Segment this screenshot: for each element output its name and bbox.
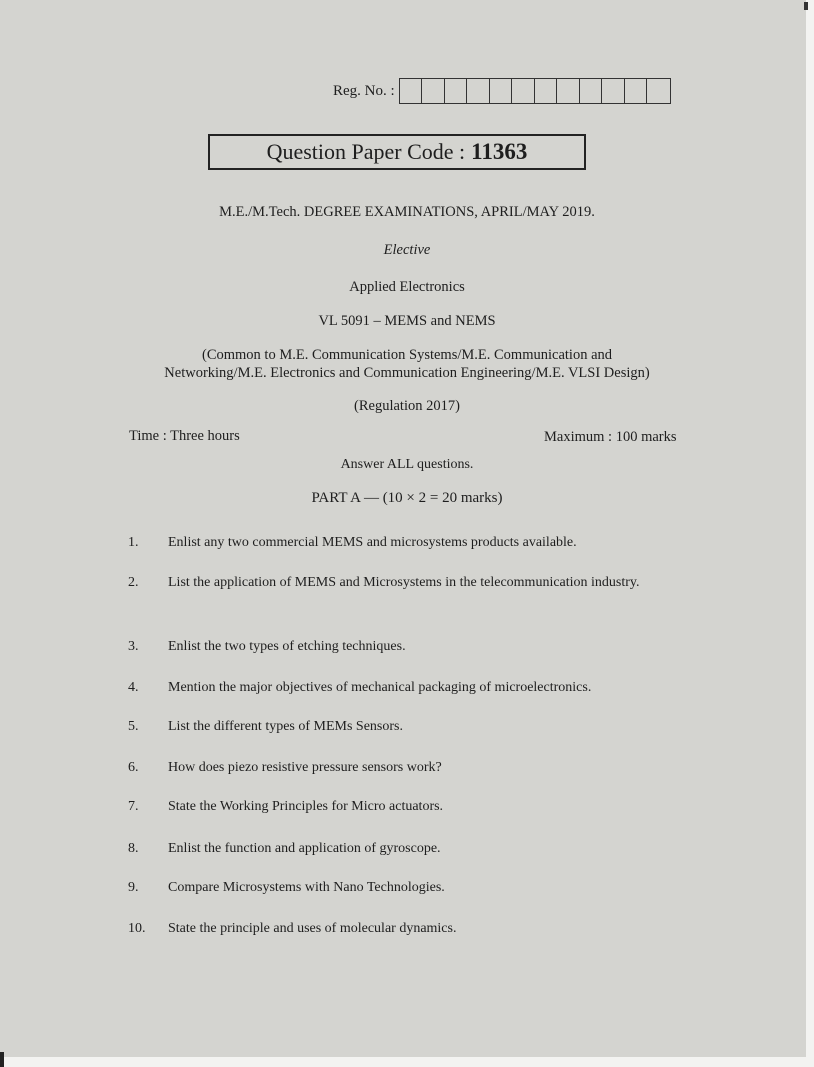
question-text: Enlist the function and application of gyroscope. [168, 841, 441, 856]
question-text: Mention the major objectives of mechanical packaging of microelectronics. [168, 680, 592, 695]
department: Applied Electronics [349, 279, 465, 295]
question-text: State the principle and uses of molecular dynamics. [168, 921, 457, 936]
question-paper-code-box [208, 134, 586, 170]
question-text: Enlist any two commercial MEMS and microsystems products available. [168, 535, 577, 550]
question-number: 5. [128, 719, 139, 734]
common-to-line-1: (Common to M.E. Communication Systems/M.E. Communication and [201, 347, 612, 363]
question-item [128, 837, 700, 861]
question-text: Compare Microsystems with Nano Technologies. [168, 880, 445, 895]
common-to-line-2: Networking/M.E. Electronics and Communication Engineering/M.E. VLSI Design) [164, 365, 650, 381]
question-text: List the application of MEMS and Microsystems in the telecommunication industry. [168, 575, 640, 590]
question-item [128, 531, 700, 555]
reg-no-box [512, 79, 535, 103]
question-number: 6. [128, 760, 139, 775]
reg-no-box [602, 79, 625, 103]
reg-no-field [333, 78, 671, 104]
question-paper-code-label: Question Paper Code : [266, 139, 466, 164]
question-number: 1. [128, 535, 139, 550]
scan-corner-mark [804, 2, 808, 10]
exam-title: M.E./M.Tech. DEGREE EXAMINATIONS, APRIL/MAY 2019. [219, 204, 595, 220]
reg-no-box [535, 79, 558, 103]
question-paper-code: 11363 [471, 139, 528, 164]
reg-no-box [557, 79, 580, 103]
reg-no-box [467, 79, 490, 103]
question-text: How does piezo resistive pressure sensors work? [168, 760, 442, 775]
scan-edge-mark [0, 1052, 4, 1067]
time-allowed: Time : Three hours [129, 428, 240, 444]
course-title: VL 5091 – MEMS and NEMS [318, 313, 496, 329]
question-item [128, 876, 700, 900]
reg-no-box [400, 79, 423, 103]
question-text: Enlist the two types of etching techniques. [168, 639, 406, 654]
question-item [128, 756, 700, 780]
instruction: Answer ALL questions. [340, 457, 474, 472]
maximum-marks: Maximum : 100 marks [544, 429, 677, 445]
reg-no-box [580, 79, 603, 103]
reg-no-box [647, 79, 670, 103]
question-item [128, 917, 700, 941]
question-item [128, 715, 700, 739]
question-number: 3. [128, 639, 139, 654]
elective-label: Elective [383, 242, 431, 258]
question-number: 8. [128, 841, 139, 856]
reg-no-box [445, 79, 468, 103]
scan-edge-right [806, 0, 814, 1067]
question-text: State the Working Principles for Micro actuators. [168, 799, 444, 814]
reg-no-box [625, 79, 648, 103]
question-number: 10. [128, 921, 146, 936]
question-text: List the different types of MEMs Sensors. [168, 719, 403, 734]
reg-no-box [490, 79, 513, 103]
question-item [128, 571, 700, 595]
reg-no-box [422, 79, 445, 103]
question-number: 7. [128, 799, 139, 814]
question-item [128, 795, 700, 819]
reg-no-label: Reg. No. : [333, 82, 395, 99]
question-number: 4. [128, 680, 139, 695]
question-item [128, 676, 700, 700]
question-item [128, 635, 700, 659]
regulation: (Regulation 2017) [354, 398, 460, 414]
question-number: 9. [128, 880, 139, 895]
part-a-heading: PART A — (10 × 2 = 20 marks) [311, 490, 503, 506]
scan-edge-bottom [0, 1057, 814, 1067]
reg-no-boxes [399, 78, 671, 104]
question-number: 2. [128, 575, 139, 590]
